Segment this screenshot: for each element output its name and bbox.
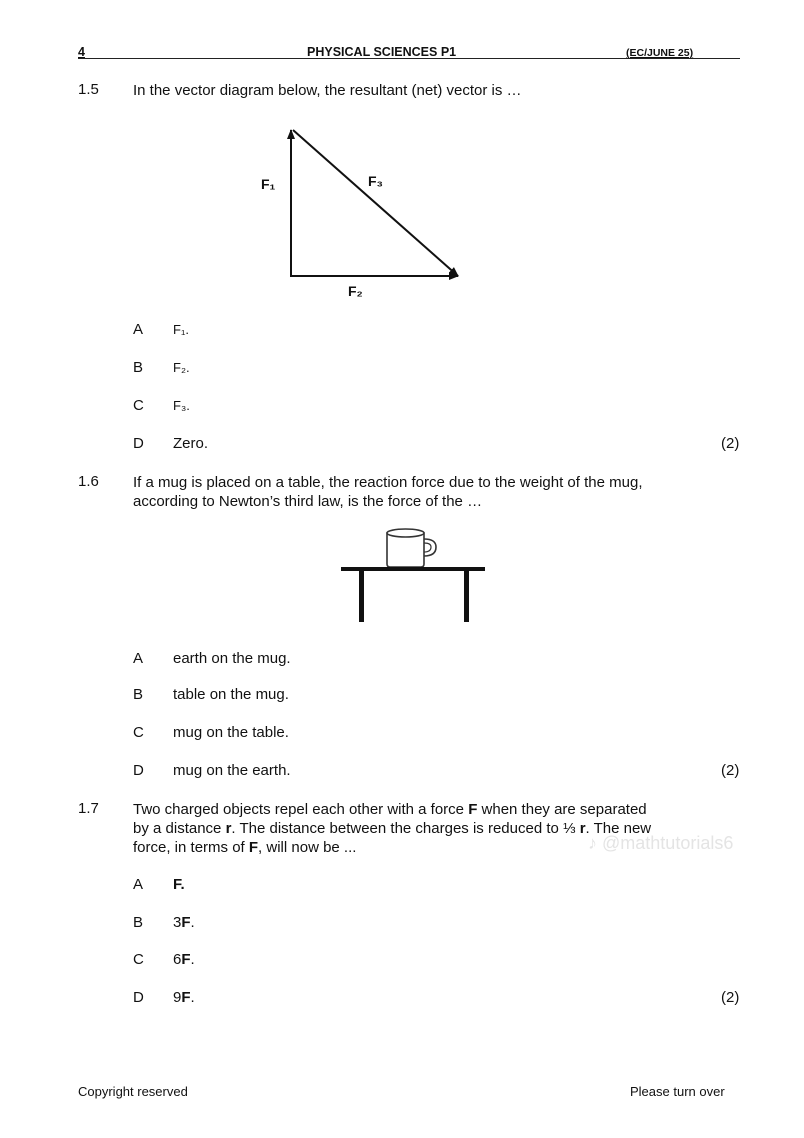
footer-turn-over: Please turn over xyxy=(630,1084,725,1099)
question-text-1-5: In the vector diagram below, the resultant (net) vector is … xyxy=(133,82,522,99)
question-number-1-7: 1.7 xyxy=(78,800,99,817)
footer-copyright: Copyright reserved xyxy=(78,1084,188,1099)
question-number-1-6: 1.6 xyxy=(78,473,99,490)
option-letter: B xyxy=(133,359,144,376)
option-letter: B xyxy=(133,686,144,703)
mug-rim xyxy=(387,529,424,537)
question-text-1-6-line2: according to Newton’s third law, is the force of the … xyxy=(133,493,483,510)
label-f3: F₃ xyxy=(368,173,384,189)
mug-body xyxy=(387,533,424,567)
option-text: mug on the table. xyxy=(173,724,289,741)
option-text: Zero. xyxy=(173,435,209,452)
mug-on-table-diagram xyxy=(335,520,495,630)
label-f2: F₂ xyxy=(348,283,363,299)
header-code: (EC/JUNE 25) xyxy=(626,47,694,59)
option-letter: D xyxy=(133,989,144,1006)
option-text: F₂. xyxy=(173,360,190,375)
question-text-1-7-line2: by a distance r. The distance between the charges is reduced to ⅓ r. The new xyxy=(133,820,652,837)
marks-1-5: (2) xyxy=(721,435,740,452)
question-text-1-7-line1: Two charged objects repel each other with a force F when they are separated xyxy=(133,801,647,818)
option-text: earth on the mug. xyxy=(173,650,291,667)
option-letter: A xyxy=(133,650,144,667)
header-title: PHYSICAL SCIENCES P1 xyxy=(307,45,457,59)
option-text: table on the mug. xyxy=(173,686,289,703)
option-text: 3F. xyxy=(173,914,195,931)
option-text: F₃. xyxy=(173,398,190,413)
option-letter: D xyxy=(133,762,144,779)
label-f1: F₁ xyxy=(261,176,276,192)
question-text-1-7-line3: force, in terms of F, will now be ... xyxy=(133,839,357,856)
option-letter: C xyxy=(133,951,144,968)
option-letter: A xyxy=(133,876,144,893)
table-leg-right xyxy=(464,571,469,622)
mug-handle xyxy=(424,539,436,556)
question-text-1-6-line1: If a mug is placed on a table, the reaction force due to the weight of the mug, xyxy=(133,474,643,491)
marks-1-6: (2) xyxy=(721,762,740,779)
vector-diagram xyxy=(240,115,480,305)
option-letter: C xyxy=(133,724,144,741)
option-text: mug on the earth. xyxy=(173,762,291,779)
marks-1-7: (2) xyxy=(721,989,740,1006)
option-letter: C xyxy=(133,397,144,414)
option-letter: B xyxy=(133,914,144,931)
header-rule xyxy=(78,58,740,59)
table-leg-left xyxy=(359,571,364,622)
tiktok-icon: ♪ xyxy=(588,833,597,853)
option-letter: A xyxy=(133,321,144,338)
option-text: F₁. xyxy=(173,322,189,337)
option-text: 6F. xyxy=(173,951,195,968)
option-text: 9F. xyxy=(173,989,195,1006)
vector-f3-arrow xyxy=(293,130,458,276)
page-number: 4 xyxy=(78,45,85,59)
watermark: ♪ @mathtutorials6 xyxy=(588,833,734,853)
option-letter: D xyxy=(133,435,144,452)
question-number-1-5: 1.5 xyxy=(78,81,99,98)
option-text: F. xyxy=(173,876,185,893)
table-top xyxy=(341,567,485,571)
